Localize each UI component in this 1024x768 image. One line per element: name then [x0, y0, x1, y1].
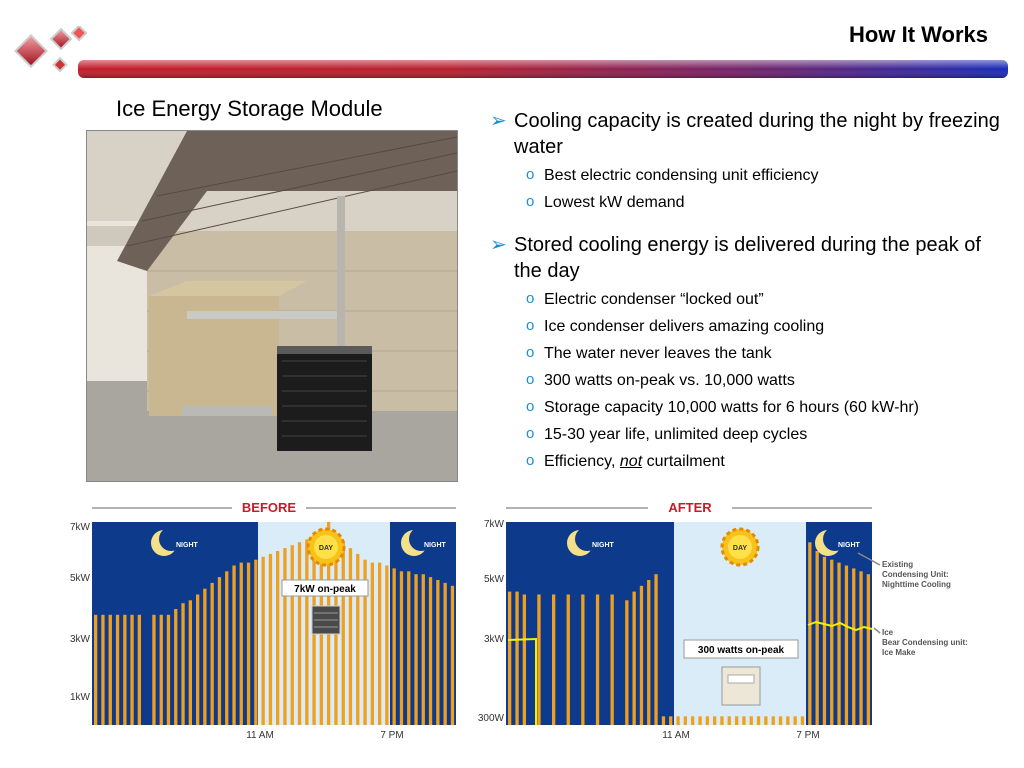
legend-ice-bear: Ice Bear Condensing unit: Ice Make — [882, 628, 968, 657]
chart-bar — [567, 595, 570, 726]
chart-bar — [152, 615, 155, 725]
chart-bar — [750, 716, 753, 725]
chart-bar — [422, 574, 425, 725]
y-tick-label: 3kW — [70, 634, 90, 645]
chart-bar — [581, 595, 584, 726]
chart-bar — [240, 563, 243, 725]
chart-bar — [211, 583, 214, 725]
chart-annotation: 7kW on-peak — [294, 584, 356, 595]
chart-bar — [283, 548, 286, 725]
y-tick-label: 7kW — [484, 519, 504, 530]
circle-bullet-icon: o — [526, 452, 535, 469]
sub-bullet-item: o The water never leaves the tank — [526, 344, 772, 362]
chart-bar — [247, 563, 250, 725]
chart-bar — [684, 716, 687, 725]
chart-bar — [167, 615, 170, 725]
bullet-item: ➢ Cooling capacity is created during the night by freezing water — [490, 110, 1000, 158]
chart-bar — [305, 539, 308, 725]
chart-bar — [174, 609, 177, 725]
before-chart — [64, 495, 464, 745]
chart-bar — [196, 595, 199, 726]
chart-bar — [451, 586, 454, 725]
bullet-item: ➢ Stored cooling energy is delivered during the peak of the day — [490, 234, 981, 282]
circle-bullet-icon: o — [526, 344, 535, 361]
chart-bar — [640, 586, 643, 725]
header-gradient-bar — [78, 58, 1008, 80]
sub-bullet-item: o 15-30 year life, unlimited deep cycles — [526, 425, 808, 443]
circle-bullet-icon: o — [526, 166, 535, 183]
x-tick-label: 11 AM — [662, 730, 690, 741]
y-tick-label: 1kW — [70, 692, 90, 703]
chart-bar — [706, 716, 709, 725]
chart-bar — [691, 716, 694, 725]
chart-bar — [94, 615, 97, 725]
chart-bar — [371, 563, 374, 725]
chart-bar — [130, 615, 133, 725]
y-tick-label: 300W — [477, 713, 504, 724]
chart-bar — [823, 557, 826, 725]
chart-bar — [845, 566, 848, 726]
chart-bar — [378, 563, 381, 725]
slide-title: How It Works — [849, 22, 988, 47]
chart-bar — [444, 583, 447, 725]
night-label: NIGHT — [176, 542, 198, 549]
circle-bullet-icon: o — [526, 371, 535, 388]
sub-bullet-item: o 300 watts on-peak vs. 10,000 watts — [526, 371, 795, 389]
after-chart — [470, 495, 970, 745]
photo-caption: Ice Energy Storage Module — [116, 96, 383, 121]
sun-icon — [308, 529, 344, 565]
circle-bullet-icon: o — [526, 425, 535, 442]
chart-bar — [181, 603, 184, 725]
chart-bar — [349, 548, 352, 725]
chart-bar — [232, 566, 235, 726]
y-tick-label: 5kW — [70, 573, 90, 584]
chart-bar — [298, 542, 301, 725]
x-tick-label: 11 AM — [246, 730, 274, 741]
chart-bar — [764, 716, 767, 725]
chart-bar — [385, 566, 388, 726]
chart-bar — [786, 716, 789, 725]
chart-bar — [291, 545, 294, 725]
sub-bullet-item: o Lowest kW demand — [526, 193, 685, 211]
chart-bar — [262, 557, 265, 725]
legend-pointer — [874, 628, 880, 633]
chart-bar — [742, 716, 745, 725]
sub-bullet-item: o Electric condenser “locked out” — [526, 290, 764, 308]
y-tick-label: 7kW — [70, 522, 90, 533]
legend-existing: Existing Condensing Unit: Nighttime Cooling — [882, 560, 951, 589]
chart-bar — [276, 551, 279, 725]
chart-bar — [852, 568, 855, 725]
arrow-bullet-icon: ➢ — [490, 234, 507, 256]
chart-bar — [218, 577, 221, 725]
chart-bar — [633, 592, 636, 725]
night-label: NIGHT — [424, 542, 446, 549]
night-label: NIGHT — [838, 542, 860, 549]
chart-bar — [393, 568, 396, 725]
chart-bar — [654, 574, 657, 725]
chart-bar — [713, 716, 716, 725]
bullet-list — [490, 108, 1010, 479]
chart-bar — [342, 542, 345, 725]
chart-bar — [735, 716, 738, 725]
chart-bar — [772, 716, 775, 725]
chart-bar — [414, 574, 417, 725]
chart-bar — [138, 615, 141, 725]
chart-bar — [859, 571, 862, 725]
chart-bar — [269, 554, 272, 725]
arrow-bullet-icon: ➢ — [490, 110, 507, 132]
circle-bullet-icon: o — [526, 193, 535, 210]
ice-bear-unit-icon — [722, 667, 760, 705]
circle-bullet-icon: o — [526, 317, 535, 334]
chart-bar — [116, 615, 119, 725]
x-tick-label: 7 PM — [380, 730, 404, 741]
chart-bar — [436, 580, 439, 725]
x-tick-label: 7 PM — [796, 730, 820, 741]
chart-bar — [728, 716, 731, 725]
chart-bar — [779, 716, 782, 725]
chart-bar — [698, 716, 701, 725]
chart-bar — [611, 595, 614, 726]
chart-bar — [669, 716, 672, 725]
chart-bar — [647, 580, 650, 725]
sub-bullet-item: o Storage capacity 10,000 watts for 6 hours (60 kW-hr) — [526, 398, 919, 416]
chart-bar — [801, 716, 804, 725]
chart-bar — [794, 716, 797, 725]
sub-bullet-item-efficiency: o Efficiency, not curtailment — [526, 452, 725, 470]
chart-bar — [552, 595, 555, 726]
sun-icon — [722, 529, 758, 565]
circle-bullet-icon: o — [526, 290, 535, 307]
chart-bar — [429, 577, 432, 725]
chart-bar — [407, 571, 410, 725]
condensing-unit-icon — [312, 606, 340, 634]
chart-bar — [596, 595, 599, 726]
emphasis-not: not — [619, 453, 643, 470]
chart-bar — [515, 592, 518, 725]
chart-bar — [508, 592, 511, 725]
chart-bar — [867, 574, 870, 725]
day-label: DAY — [318, 545, 334, 552]
chart-bar — [189, 600, 192, 725]
chart-bar — [101, 615, 104, 725]
chart-bar — [400, 571, 403, 725]
chart-bar — [676, 716, 679, 725]
chart-bar — [808, 542, 811, 725]
sub-bullet-item: o Ice condenser delivers amazing cooling — [526, 317, 825, 335]
chart-bar — [225, 571, 228, 725]
chart-annotation: 300 watts on-peak — [697, 645, 785, 656]
chart-bar — [523, 595, 526, 726]
ice-storage-photo — [86, 130, 458, 482]
y-tick-label: 5kW — [484, 574, 504, 585]
chart-bar — [160, 615, 163, 725]
chart-bar — [625, 600, 628, 725]
night-label: NIGHT — [592, 542, 614, 549]
y-tick-label: 3kW — [484, 634, 504, 645]
chart-bar — [830, 560, 833, 725]
chart-bar — [662, 716, 665, 725]
chart-bar — [537, 595, 540, 726]
chart-bar — [109, 615, 112, 725]
chart-title: AFTER — [668, 500, 712, 515]
chart-bar — [123, 615, 126, 725]
chart-bar — [254, 560, 257, 725]
chart-bar — [720, 716, 723, 725]
chart-bar — [757, 716, 760, 725]
chart-bar — [837, 563, 840, 725]
sub-bullet-item: o Best electric condensing unit efficiency — [526, 166, 819, 184]
day-label: DAY — [732, 545, 748, 552]
chart-title: BEFORE — [241, 500, 297, 515]
circle-bullet-icon: o — [526, 398, 535, 415]
chart-bar — [816, 551, 819, 725]
chart-bar — [203, 589, 206, 725]
